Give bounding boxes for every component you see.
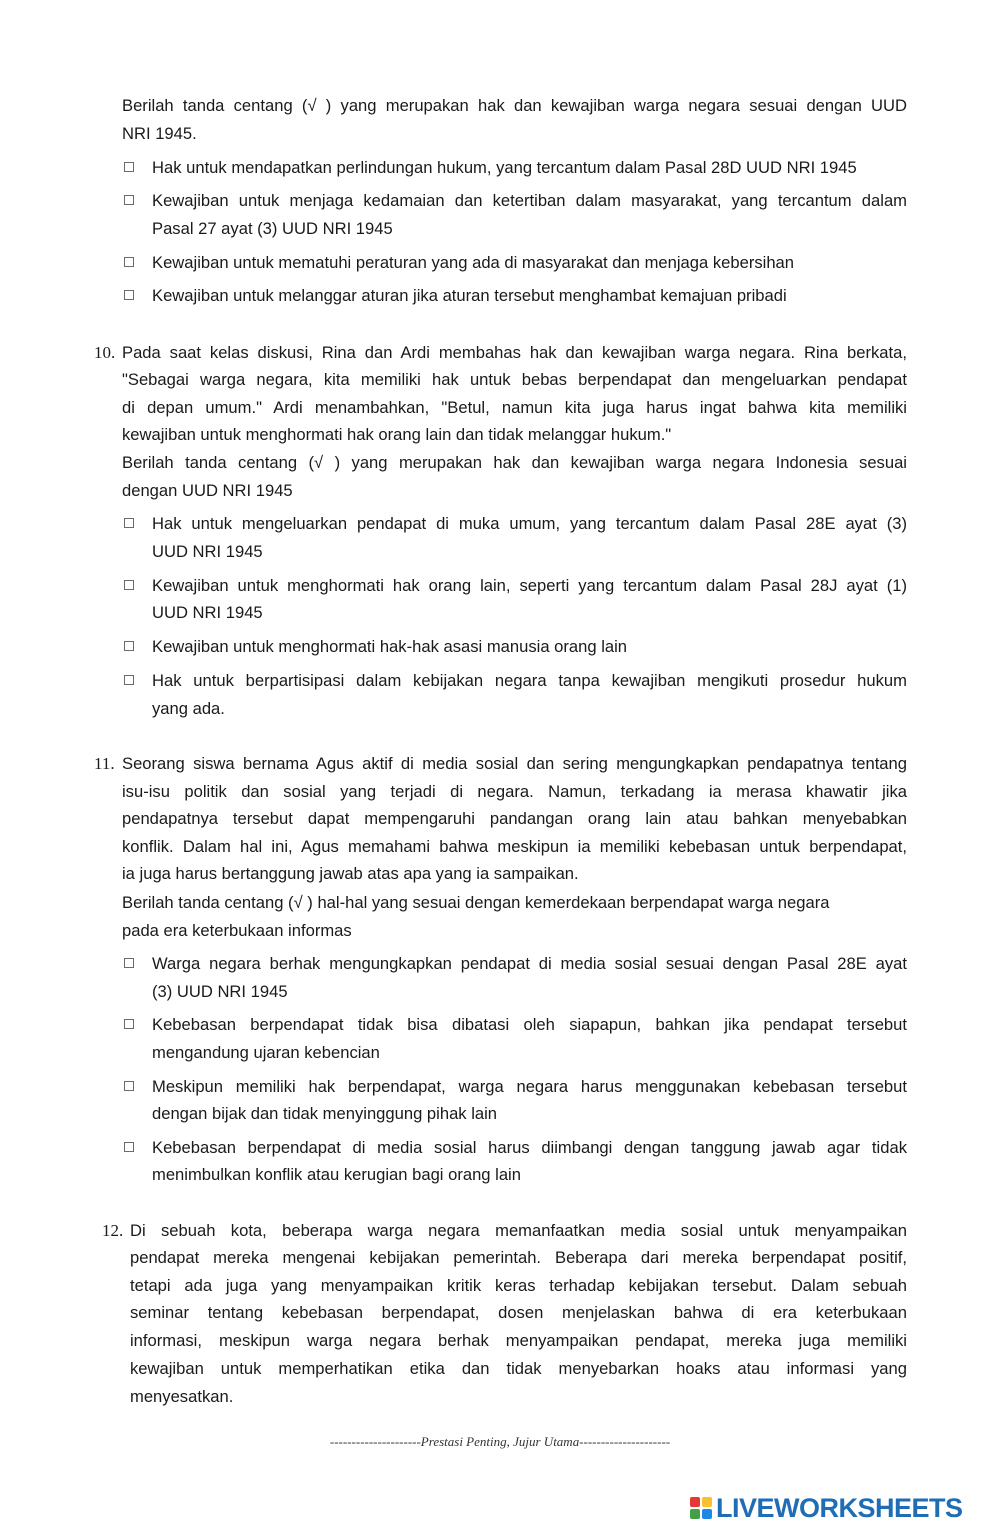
q11-option-4: Kebebasan berpendapat di media sosial harus diimbangi dengan tanggung jawab agar tidak bbox=[152, 1138, 907, 1157]
q9-option-3: Kewajiban untuk mematuhi peraturan yang ada di masyarakat dan menjaga kebersihan bbox=[152, 253, 795, 272]
q9-instruction: Berilah tanda centang (√ ) yang merupakan hak dan kewajiban warga negara sesuai dengan UUD bbox=[122, 96, 907, 115]
q11-option-1: Warga negara berhak mengungkapkan pendapat di media sosial sesuai dengan Pasal 28E ayat bbox=[152, 954, 907, 973]
q11-story-line-3: pendapatnya tersebut dapat mempengaruhi pandangan orang lain atau bahkan menyebabkan bbox=[122, 809, 907, 828]
q12-story-line-1: Di sebuah kota, beberapa warga negara memanfaatkan media sosial untuk menyampaikan bbox=[130, 1221, 907, 1240]
q11-option-2-cont: mengandung ujaran kebencian bbox=[152, 1043, 380, 1062]
q10-option-2-checkbox[interactable] bbox=[124, 580, 134, 590]
liveworksheets-wordmark: LIVEWORKSHEETS bbox=[716, 1493, 963, 1523]
q12-story-line-7: menyesatkan. bbox=[130, 1387, 234, 1406]
q9-option-4: Kewajiban untuk melanggar aturan jika aturan tersebut menghambat kemajuan pribadi bbox=[152, 286, 787, 305]
q11-option-2-checkbox[interactable] bbox=[124, 1019, 134, 1029]
q10-instruction: Berilah tanda centang (√ ) yang merupakan hak dan kewajiban warga negara Indonesia sesuai bbox=[122, 453, 907, 472]
q11-option-1-cont: (3) UUD NRI 1945 bbox=[152, 982, 288, 1001]
q11-option-3: Meskipun memiliki hak berpendapat, warga negara harus menggunakan kebebasan tersebut bbox=[152, 1077, 907, 1096]
q10-story-line-3: di depan umum." Ardi menambahkan, "Betul, namun kita juga harus ingat bahwa kita memiliki bbox=[122, 398, 907, 417]
q9-instruction-cont: NRI 1945. bbox=[122, 124, 197, 143]
q9-option-2: Kewajiban untuk menjaga kedamaian dan ketertiban dalam masyarakat, yang tercantum dalam bbox=[152, 191, 907, 210]
q12-number: 12. bbox=[102, 1221, 124, 1240]
liveworksheets-logo-icon bbox=[690, 1497, 713, 1520]
q11-instruction: Berilah tanda centang (√ ) hal-hal yang sesuai dengan kemerdekaan berpendapat warga negara bbox=[122, 893, 830, 912]
q12-story-line-4: seminar tentang kebebasan berpendapat, dosen menjelaskan bahwa di era keterbukaan bbox=[130, 1303, 907, 1322]
q11-option-4-checkbox[interactable] bbox=[124, 1142, 134, 1152]
q11-story-line-5: ia juga harus bertanggung jawab atas apa yang ia sampaikan. bbox=[122, 864, 579, 883]
q12-story-line-5: informasi, meskipun warga negara berhak menyampaikan pendapat, mereka juga memiliki bbox=[130, 1331, 907, 1350]
q10-story-line-2: "Sebagai warga negara, kita memiliki hak untuk bebas berpendapat dan mengeluarkan pendapat bbox=[122, 370, 907, 389]
footer-motto: ---------------------Prestasi Penting, Jujur Utama--------------------- bbox=[329, 1434, 671, 1449]
q10-option-1-cont: UUD NRI 1945 bbox=[152, 542, 263, 561]
q9-option-3-checkbox[interactable] bbox=[124, 257, 134, 267]
q10-story-line-1: Pada saat kelas diskusi, Rina dan Ardi membahas hak dan kewajiban warga negara. Rina berkata, bbox=[122, 343, 907, 362]
q10-option-4-checkbox[interactable] bbox=[124, 675, 134, 685]
q11-story-line-2: isu-isu politik dan sosial yang terjadi di negara. Namun, terkadang ia merasa khawatir jika bbox=[122, 782, 907, 801]
q9-option-2-checkbox[interactable] bbox=[124, 195, 134, 205]
q10-option-1-checkbox[interactable] bbox=[124, 518, 134, 528]
q11-instruction-cont: pada era keterbukaan informas bbox=[122, 921, 352, 940]
q10-option-2: Kewajiban untuk menghormati hak orang lain, seperti yang tercantum dalam Pasal 28J ayat (1) bbox=[152, 576, 907, 595]
q9-option-1: Hak untuk mendapatkan perlindungan hukum, yang tercantum dalam Pasal 28D UUD NRI 1945 bbox=[152, 158, 857, 177]
q10-story-line-4: kewajiban untuk menghormati hak orang lain dan tidak melanggar hukum." bbox=[122, 425, 672, 444]
q11-number: 11. bbox=[94, 754, 115, 773]
q12-story-line-3: tetapi ada juga yang menyampaikan kritik keras terhadap kebijakan tersebut. Dalam sebuah bbox=[130, 1276, 907, 1295]
q10-option-1: Hak untuk mengeluarkan pendapat di muka umum, yang tercantum dalam Pasal 28E ayat (3) bbox=[152, 514, 907, 533]
q11-option-3-checkbox[interactable] bbox=[124, 1081, 134, 1091]
q11-story-line-4: konflik. Dalam hal ini, Agus memahami bahwa meskipun ia memiliki kebebasan untuk berpendapat, bbox=[122, 837, 907, 856]
q12-story-line-2: pendapat mereka mengenai kebijakan pemerintah. Beberapa dari mereka berpendapat positif, bbox=[130, 1248, 907, 1267]
q10-option-4-cont: yang ada. bbox=[152, 699, 225, 718]
q10-option-4: Hak untuk berpartisipasi dalam kebijakan negara tanpa kewajiban mengikuti prosedur hukum bbox=[152, 671, 907, 690]
q11-option-1-checkbox[interactable] bbox=[124, 958, 134, 968]
q11-option-4-cont: menimbulkan konflik atau kerugian bagi orang lain bbox=[152, 1165, 521, 1184]
q10-option-3: Kewajiban untuk menghormati hak-hak asasi manusia orang lain bbox=[152, 637, 628, 656]
q11-story-line-1: Seorang siswa bernama Agus aktif di media sosial dan sering mengungkapkan pendapatnya tentang bbox=[122, 754, 907, 773]
q9-option-2-cont: Pasal 27 ayat (3) UUD NRI 1945 bbox=[152, 219, 393, 238]
q10-instruction-cont: dengan UUD NRI 1945 bbox=[122, 481, 293, 500]
q10-number: 10. bbox=[94, 343, 116, 362]
q12-story-line-6: kewajiban untuk memperhatikan etika dan tidak menyebarkan hoaks atau informasi yang bbox=[130, 1359, 907, 1378]
q10-option-2-cont: UUD NRI 1945 bbox=[152, 603, 263, 622]
q10-option-3-checkbox[interactable] bbox=[124, 641, 134, 651]
q9-option-4-checkbox[interactable] bbox=[124, 290, 134, 300]
q11-option-3-cont: dengan bijak dan tidak menyinggung pihak lain bbox=[152, 1104, 498, 1123]
q11-option-2: Kebebasan berpendapat tidak bisa dibatasi oleh siapapun, bahkan jika pendapat tersebut bbox=[152, 1015, 907, 1034]
q9-option-1-checkbox[interactable] bbox=[124, 162, 134, 172]
